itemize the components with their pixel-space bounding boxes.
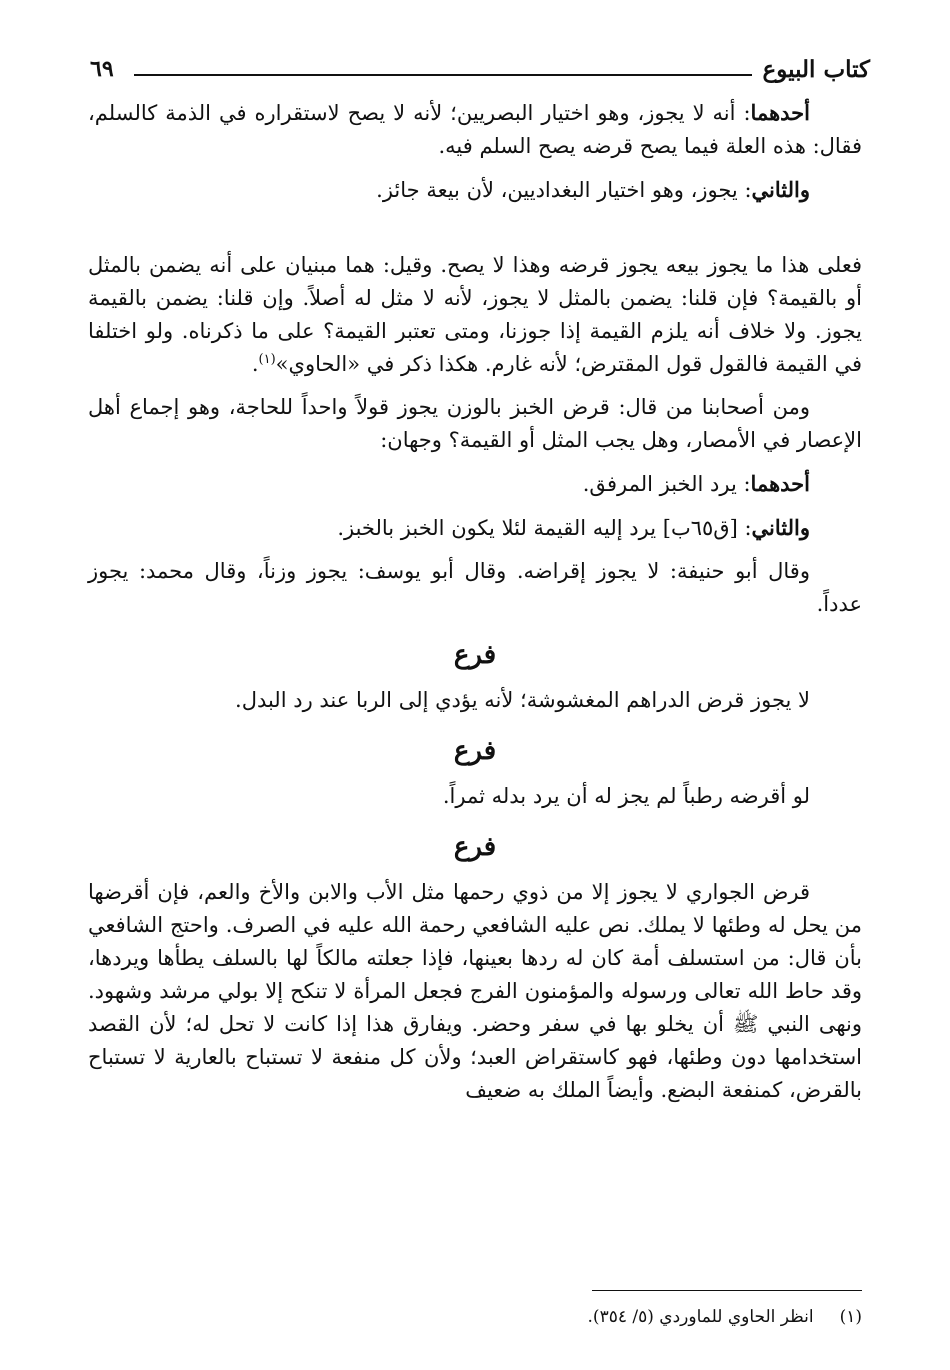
paragraph-1 [88,96,862,163]
paragraph-7 [88,555,862,621]
paragraph-text: : [ق٦٥ب] يرد إليه القيمة لئلا يكون الخبز بالخبز. [337,516,752,540]
paragraph-text: فعلى هذا ما يجوز بيعه يجوز قرضه وهذا لا يصح. وقيل: هما مبنيان على أنه يضمن بالمثل أو بالقيمة؟ فإن قلنا: يضمن بالمثل لا يجوز، لأنه لا مثل له أصلاً. وإن قلنا: يضمن بالقيمة يجوز. ولا خلاف أنه يلزم القيمة إذا جوزنا، ومتى تعتبر القيمة؟ على ما ذكرناه. ولو اختلفا في القيمة فالقول قول المقترض؛ لأنه غارم. هكذا ذكر في «الحاوي» [88,253,862,376]
paragraph-end: . [251,352,259,376]
page-number: ٦٩ [90,56,114,82]
paragraph-2 [88,173,862,207]
paragraph-text: : يرد الخبز المرفق. [582,472,751,496]
paragraph-lead: أحدهما [750,471,810,496]
paragraph-lead: أحدهما [750,100,810,125]
footnote-1 [88,1305,862,1329]
paragraph-4 [88,391,862,457]
paragraph-8 [88,684,862,717]
paragraph-text: : يجوز، وهو اختيار البغداديين، لأن بيعة جائز. [376,178,752,202]
footnotes [88,1290,862,1329]
section-heading: فرع [453,640,497,670]
paragraph-text: لا يجوز قرض الدراهم المغشوشة؛ لأنه يؤدي إلى الربا عند رد البدل. [235,688,810,712]
section-heading: فرع [453,736,497,766]
paragraph-lead: والثاني [751,177,810,202]
header-rule [134,74,752,76]
paragraph-text: ومن أصحابنا من قال: قرض الخبز بالوزن يجوز قولاً واحداً للحاجة، وهو إجماع أهل الإعصار في الأمصار، وهل يجب المثل أو القيمة؟ وجهان: [88,395,862,452]
footnote-text: انظر الحاوي للماوردي (٥/ ٣٥٤). [587,1307,814,1327]
footnote-marker: (١) [839,1307,862,1327]
paragraph-text: وقال أبو حنيفة: لا يجوز إقراضه. وقال أبو يوسف: يجوز وزناً، وقال محمد: يجوز عدداً. [88,559,862,616]
paragraph-10 [88,876,862,1107]
section-heading: فرع [453,832,497,862]
paragraph-5 [88,467,862,501]
footnote-reference: (١) [258,352,276,367]
paragraph-text: قرض الجواري لا يجوز إلا من ذوي رحمها مثل الأب والابن والأخ والعم، فإن أقرضها من يحل له وطئها لا يملك. نص عليه الشافعي رحمة الله عليه في الصرف. واحتج الشافعي بأن قال: من استسلف أمة كان له ردها بعينها، فإذا جعلته مالكاً لها بالسلف يطأها ويردها، وقد حاط الله تعالى ورسوله والمؤمنون الفرج فجعل المرأة لا تنكح إلا بولي مرشد وشهود. ونهى النبي ﷺ أن يخلو بها في سفر وحضر. ويفارق هذا إذا كانت لا تحل له؛ لأن القصد استخدامها دون وطئها، فهو كاستقراض العبد؛ ولأن كل منفعة لا تستباح بالعارية لا تستباح بالقرض، كمنفعة البضع. وأيضاً الملك به ضعيف [88,880,862,1102]
paragraph-3 [88,249,862,381]
page-header [90,52,870,92]
main-text [88,96,862,1117]
paragraph-9 [88,780,862,813]
paragraph-text: لو أقرضه رطباً لم يجز له أن يرد بدله ثمراً. [442,784,810,808]
running-title: كتاب البيوع [762,56,870,83]
footnote-rule [592,1290,862,1291]
paragraph-6 [88,511,862,545]
paragraph-lead: والثاني [751,515,810,540]
paragraph-text: : أنه لا يجوز، وهو اختيار البصريين؛ لأنه لا يصح لاستقراره في الذمة كالسلم، فقال: هذه العلة فيما يصح قرضه يصح السلم فيه. [88,101,862,158]
